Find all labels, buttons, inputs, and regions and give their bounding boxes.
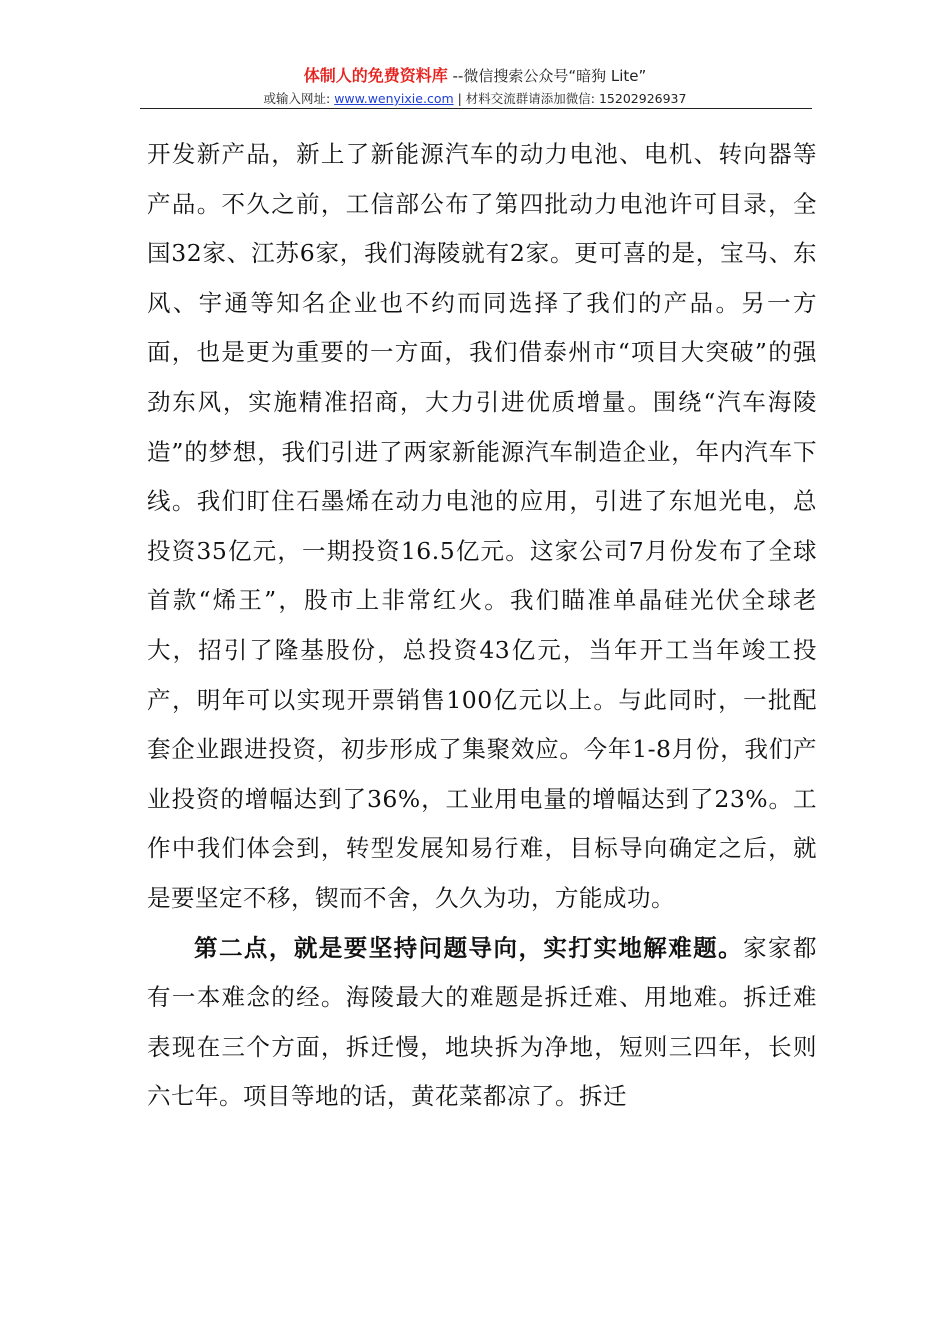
paragraph-2-text: 家家都有一本难念的经。海陵最大的难题是拆迁难、用地难。拆迁难表现在三个方面，拆迁慢，地块拆为净地，短则三四年，长则六七年。项目等地的话，黄花菜都凉了。拆迁 xyxy=(147,933,818,1111)
page-header xyxy=(0,66,950,108)
paragraph-2-heading: 第二点，就是要坚持问题导向，实打实地解难题。 xyxy=(194,933,744,962)
header-title-line xyxy=(0,66,950,86)
header-title: 体制人的免费资料库 xyxy=(303,66,448,85)
website-label: 或输入网址: xyxy=(263,91,335,106)
header-divider xyxy=(140,108,812,109)
header-contact-line xyxy=(0,90,950,108)
header-title-suffix: --微信搜索公众号“暗狗 Lite” xyxy=(447,67,647,85)
paragraph-2 xyxy=(147,924,817,1122)
website-link[interactable]: www.wenyixie.com xyxy=(334,91,454,106)
contact-text: | 材料交流群请添加微信: 15202926937 xyxy=(453,91,687,106)
document-body xyxy=(147,130,817,1122)
paragraph-1: 开发新产品，新上了新能源汽车的动力电池、电机、转向器等产品。不久之前，工信部公布了第四批动力电池许可目录，全国32家、江苏6家，我们海陵就有2家。更可喜的是，宝马、东风、宇通等知名企业也不约而同选择了我们的产品。另一方面，也是更为重要的一方面，我们借泰州市“项目大突破”的强劲东风，实施精准招商，大力引进优质增量。围绕“汽车海陵造”的梦想，我们引进了两家新能源汽车制造企业，年内汽车下线。我们盯住石墨烯在动力电池的应用，引进了东旭光电，总投资35亿元，一期投资16.5亿元。这家公司7月份发布了全球首款“烯王”，股市上非常红火。我们瞄准单晶硅光伏全球老大，招引了隆基股份，总投资43亿元，当年开工当年竣工投产，明年可以实现开票销售100亿元以上。与此同时，一批配套企业跟进投资，初步形成了集聚效应。今年1-8月份，我们产业投资的增幅达到了36%，工业用电量的增幅达到了23%。工作中我们体会到，转型发展知易行难，目标导向确定之后，就是要坚定不移，锲而不舍，久久为功，方能成功。 xyxy=(147,140,817,912)
